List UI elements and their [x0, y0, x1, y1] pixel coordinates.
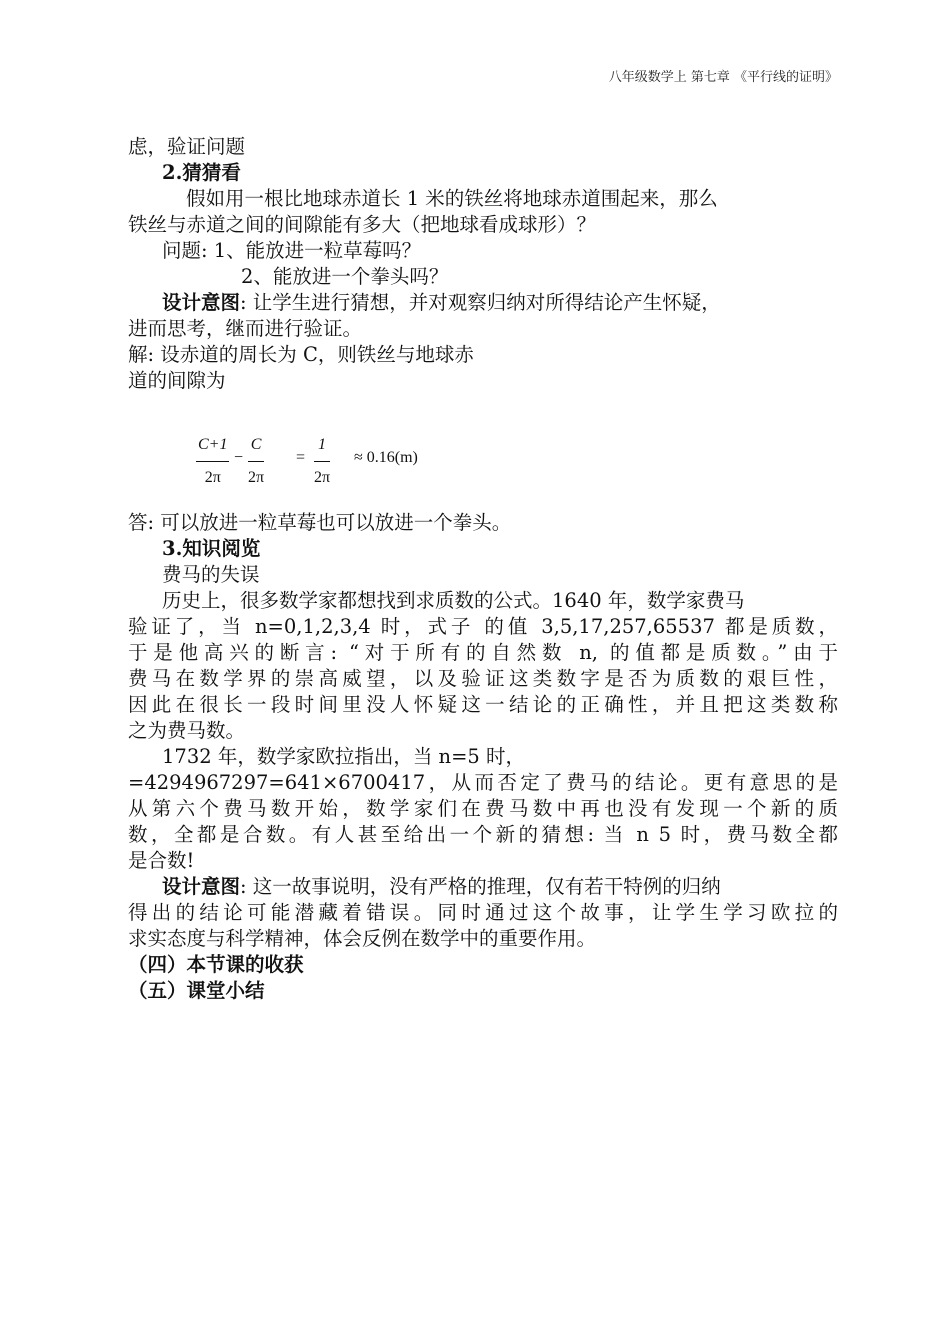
question-2: 2、能放进一个拳头吗？ [241, 265, 449, 288]
minus-sign: − [234, 449, 244, 466]
text-line: 数，全都是合数。有人甚至给出一个新的猜想: 当 n 5 时，费马数全都 [128, 823, 838, 846]
text-line: 进而思考，继而进行验证。 [128, 317, 363, 340]
text-line: 假如用一根比地球赤道长 1 米的铁丝将地球赤道围起来，那么 [186, 187, 718, 210]
approx-value: ≈ 0.16(m) [354, 449, 418, 466]
fraction-1: $\frac{C+1}{2\pi}$ [196, 432, 229, 491]
solution-line: 解: 设赤道的周长为 C，则铁丝与地球赤 [128, 343, 474, 366]
text-line: 验证了，当 n=0,1,2,3,4 时，式子 的值 3,5,17,257,65537 都是质数， [128, 615, 838, 638]
text-line: 从第六个费马数开始，数学家们在费马数中再也没有发现一个新的质 [128, 797, 838, 820]
document-body [128, 134, 838, 1004]
section-heading-summary: （五）课堂小结 [128, 979, 265, 1002]
solution-line: 道的间隙为 [128, 369, 226, 392]
design-intent-text: : 让学生进行猜想，并对观察归纳对所得结论产生怀疑， [240, 291, 721, 314]
design-intent-label: 设计意图 [162, 291, 241, 314]
design-intent-2 [128, 874, 838, 900]
text-line: 之为费马数。 [128, 719, 246, 742]
text-line: 铁丝与赤道之间的间隙能有多大（把地球看成球形）？ [128, 213, 597, 236]
fraction-3: $\frac{1}{2\pi}$ [314, 432, 330, 491]
text-line: 因此在很长一段时间里没人怀疑这一结论的正确性，并且把这类数称 [128, 693, 838, 716]
text-line: 历史上，很多数学家都想找到求质数的公式。1640 年，数学家费马 [162, 589, 745, 612]
text-line: 于是他高兴的断言: “对于所有的自然数 n, 的值都是质数。”由于 [128, 641, 838, 664]
text-line: 虑，验证问题 [128, 135, 246, 158]
text-line: 1732 年，数学家欧拉指出，当 n=5 时， [162, 745, 526, 768]
design-intent-1 [128, 290, 838, 316]
text-line: 是合数! [128, 849, 195, 872]
text-line: 得出的结论可能潜藏着错误。同时通过这个故事，让学生学习欧拉的 [128, 901, 838, 924]
section-heading-gains: （四）本节课的收获 [128, 953, 304, 976]
page-header: 八年级数学上 第七章 《平行线的证明》 [608, 70, 838, 85]
fraction-2: $\frac{C}{2\pi}$ [248, 432, 264, 491]
design-intent-text: : 这一故事说明，没有严格的推理，仅有若干特例的归纳 [240, 875, 721, 898]
question-1: 问题: 1、能放进一粒草莓吗？ [162, 239, 422, 262]
text-line: 费马在数学界的崇高威望，以及验证这类数字是否为质数的艰巨性， [128, 667, 838, 690]
design-intent-label: 设计意图 [162, 875, 241, 898]
story-title: 费马的失误 [162, 563, 260, 586]
text-line: 求实态度与科学精神，体会反例在数学中的重要作用。 [128, 927, 597, 950]
gap-formula [196, 432, 838, 486]
section-heading-guess: 2.猜猜看 [162, 161, 241, 184]
section-heading-reading: 3.知识阅览 [162, 537, 261, 560]
answer-line: 答: 可以放进一粒草莓也可以放进一个拳头。 [128, 511, 512, 534]
text-line: =4294967297=641×6700417，从而否定了费马的结论。更有意思的是 [128, 771, 838, 794]
equals-sign: = [296, 449, 306, 466]
